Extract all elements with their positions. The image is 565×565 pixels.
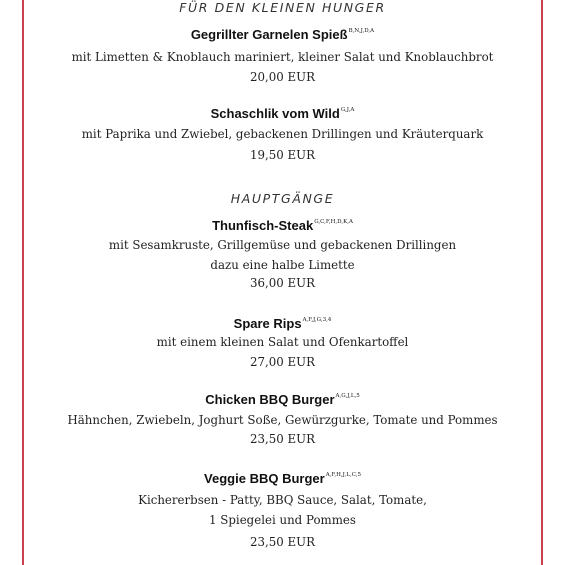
dish-price: 20,00 EUR <box>250 70 315 84</box>
dish-description: mit Limetten & Knoblauch mariniert, kleiner Salat und Knoblauchbrot <box>71 50 494 64</box>
dish-title: Gegrillter Garnelen Spieß <box>190 27 348 42</box>
dish-price: 23,50 EUR <box>250 535 315 549</box>
dish-title: Veggie BBQ Burger <box>204 471 325 486</box>
section-title-small-hunger: FÜR DEN KLEINEN HUNGER <box>179 0 386 15</box>
allergen-codes: A,F,J,G,3,4 <box>302 317 332 323</box>
dish-price: 23,50 EUR <box>250 432 315 446</box>
dish-description: 1 Spiegelei und Pommes <box>209 513 356 527</box>
dish-title: Thunfisch-Steak <box>212 218 314 233</box>
dish-description: mit Paprika und Zwiebel, gebackenen Drillingen und Kräuterquark <box>81 127 484 141</box>
dish-name <box>0 218 565 233</box>
dish-title: Spare Rips <box>233 316 302 331</box>
dish-price: 36,00 EUR <box>250 276 315 290</box>
dish-name <box>0 27 565 42</box>
dish-name <box>0 392 565 407</box>
dish-description: Hähnchen, Zwiebeln, Joghurt Soße, Gewürzgurke, Tomate und Pommes <box>67 413 498 427</box>
allergen-codes: B,N,J,D,A <box>348 28 375 34</box>
section-title-main-courses: HAUPTGÄNGE <box>230 191 335 206</box>
dish-description: mit einem kleinen Salat und Ofenkartoffel <box>156 335 409 349</box>
dish-price: 27,00 EUR <box>250 355 315 369</box>
dish-description: Kichererbsen - Patty, BBQ Sauce, Salat, Tomate, <box>138 493 427 507</box>
dish-description: dazu eine halbe Limette <box>210 258 355 272</box>
allergen-codes: G,C,F,H,D,K,A <box>314 219 353 225</box>
dish-price: 19,50 EUR <box>250 148 315 162</box>
allergen-codes: A,G,J,L,5 <box>335 393 360 399</box>
dish-name <box>0 471 565 486</box>
dish-name <box>0 106 565 121</box>
dish-description: mit Sesamkruste, Grillgemüse und gebackenen Drillingen <box>108 238 457 252</box>
dish-title: Chicken BBQ Burger <box>205 392 335 407</box>
allergen-codes: G,J,A <box>340 107 355 113</box>
allergen-codes: A,F,H,J,L,C,5 <box>325 472 361 478</box>
dish-name <box>0 316 565 331</box>
dish-title: Schaschlik vom Wild <box>210 106 340 121</box>
